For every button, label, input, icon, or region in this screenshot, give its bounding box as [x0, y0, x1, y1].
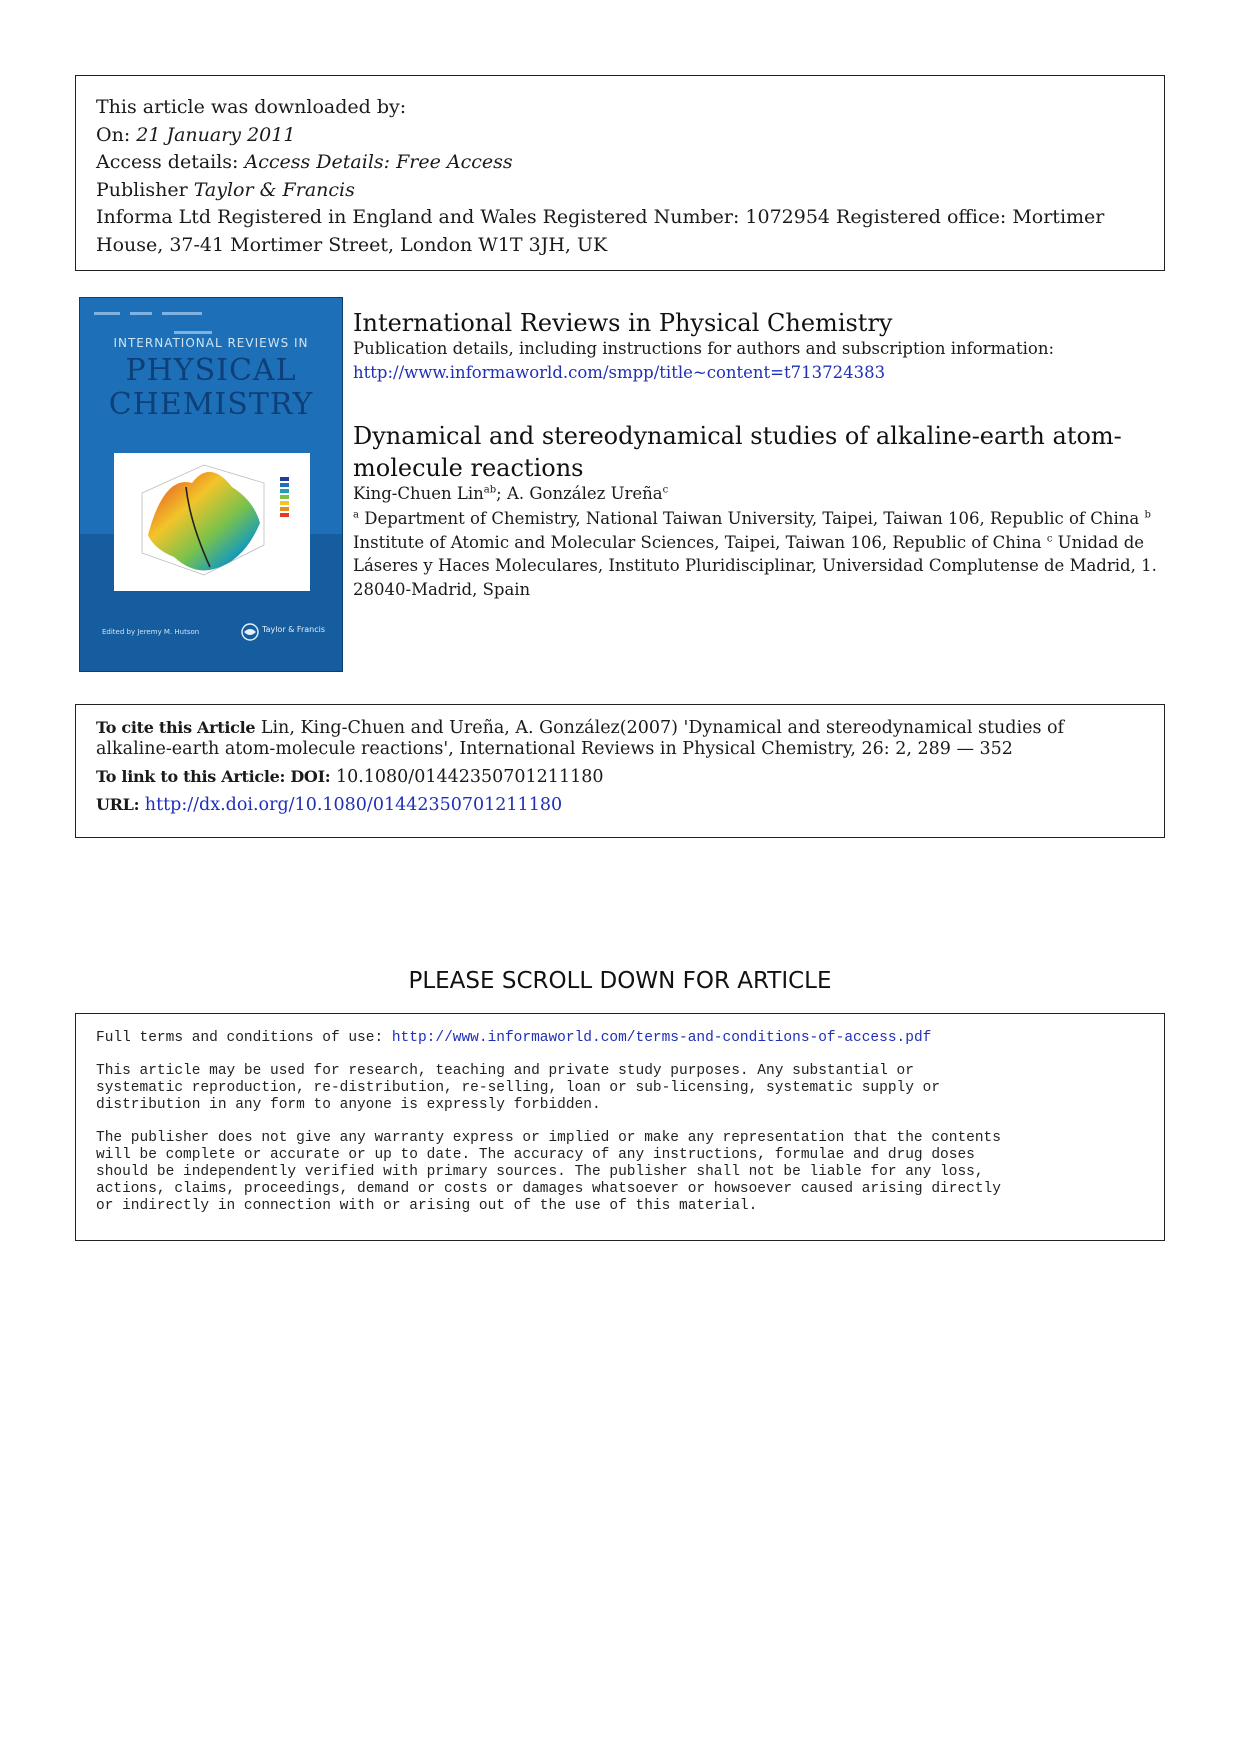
publisher-value: Taylor & Francis: [193, 178, 355, 201]
article-title: Dynamical and stereodynamical studies of alkaline-earth atom-molecule reactions: [353, 422, 1122, 482]
cover-journal-line3: CHEMISTRY: [108, 387, 314, 422]
taylor-francis-logo-icon: [240, 620, 330, 644]
download-date: 21 January 2011: [136, 123, 296, 146]
author-separator: ;: [496, 484, 507, 503]
cite-text: Lin, King-Chuen and Ureña, A. González(2007) 'Dynamical and stereodynamical studies of alkaline-earth atom-molecule reactions', International Reviews in Physical Chemistry, 26: 2, 289 — 352: [96, 718, 1065, 759]
doi-url-link[interactable]: http://dx.doi.org/10.1080/01442350701211180: [144, 795, 563, 815]
access-label: Access details:: [96, 151, 239, 173]
registered-office: Informa Ltd Registered in England and Wales Registered Number: 1072954 Registered office: Mortimer House, 37-41 Mortimer Street, London W1T 3JH, UK: [96, 206, 1105, 256]
affil-c: Unidad de Láseres y Haces Moleculares, Instituto Pluridisciplinar, Universidad Complutense de Madrid, 1. 28040-Madrid, Spain: [353, 532, 1157, 599]
affil-b-marker: b: [1144, 509, 1151, 521]
publisher-label: Publisher: [96, 178, 188, 201]
journal-cover-image: [79, 297, 343, 672]
scroll-down-notice: PLEASE SCROLL DOWN FOR ARTICLE: [408, 968, 832, 994]
url-label: URL:: [96, 795, 140, 814]
cover-surface-plot: [114, 453, 310, 591]
terms-url-link[interactable]: http://www.informaworld.com/terms-and-conditions-of-access.pdf: [391, 1030, 932, 1046]
on-label: On:: [96, 123, 131, 146]
author-affiliations: [353, 507, 1165, 601]
doi-value: 10.1080/01442350701211180: [330, 767, 604, 787]
journal-title: International Reviews in Physical Chemistry: [353, 309, 893, 337]
terms-warranty-paragraph: The publisher does not give any warranty express or implied or make any representation that the contents will be complete or accurate or up to date. The accuracy of any instructions, formulae and drug doses should be independently verified with primary sources. The publisher shall not be liable for any loss, actions, claims, proceedings, demand or costs or damages whatsoever or howsoever caused arising directly or indirectly in connection with or arising out of the use of this material.: [96, 1130, 1001, 1214]
terms-box: [75, 1013, 1165, 1241]
doi-label: To link to this Article: DOI:: [96, 767, 331, 786]
affil-a-marker: a: [353, 509, 359, 521]
download-info-box: [75, 75, 1165, 271]
cite-row: [96, 717, 1144, 760]
author-2: A. González Ureña: [506, 484, 663, 503]
access-details-line: [96, 149, 1144, 177]
terms-line: [96, 1030, 1144, 1047]
terms-label: Full terms and conditions of use:: [96, 1030, 392, 1046]
author-1-affil: ab: [483, 484, 497, 496]
publication-details: Publication details, including instructions for authors and subscription information:: [353, 339, 1055, 358]
author-1: King-Chuen Lin: [353, 484, 484, 503]
author-2-affil: c: [662, 484, 669, 496]
surface-plot-graphic: [114, 453, 310, 591]
publisher-line: [96, 177, 1144, 205]
cover-header-strip: [94, 312, 328, 316]
citation-box: [75, 704, 1165, 838]
affil-a: Department of Chemistry, National Taiwan University, Taipei, Taiwan 106, Republic of China: [358, 509, 1145, 528]
cover-editor: Edited by Jeremy M. Hutson: [102, 628, 200, 636]
doi-row: [96, 766, 1144, 788]
affil-b: Institute of Atomic and Molecular Sciences, Taipei, Taiwan 106, Republic of China: [353, 532, 1047, 552]
cite-label: To cite this Article: [96, 718, 256, 737]
affil-c-marker: c: [1046, 533, 1053, 544]
article-authors: [353, 484, 668, 503]
access-value: Access Details: Free Access: [244, 151, 513, 173]
taylor-francis-logo: [240, 620, 330, 644]
url-row: [96, 794, 1144, 816]
download-date-line: [96, 122, 1144, 150]
logo-text: Taylor & Francis: [262, 625, 325, 634]
downloaded-by-line: This article was downloaded by:: [96, 96, 407, 118]
cover-journal-line1: INTERNATIONAL REVIEWS IN: [113, 336, 309, 350]
journal-url-link[interactable]: http://www.informaworld.com/smpp/title~content=t713724383: [353, 363, 886, 382]
cover-journal-line2: PHYSICAL: [125, 353, 297, 388]
cover-journal-title: [80, 354, 342, 422]
terms-usage-paragraph: This article may be used for research, teaching and private study purposes. Any substantial or systematic reproduction, re-distribution, re-selling, loan or sub-licensing, systematic supply or distribution in any form to anyone is expressly forbidden.: [96, 1063, 941, 1113]
